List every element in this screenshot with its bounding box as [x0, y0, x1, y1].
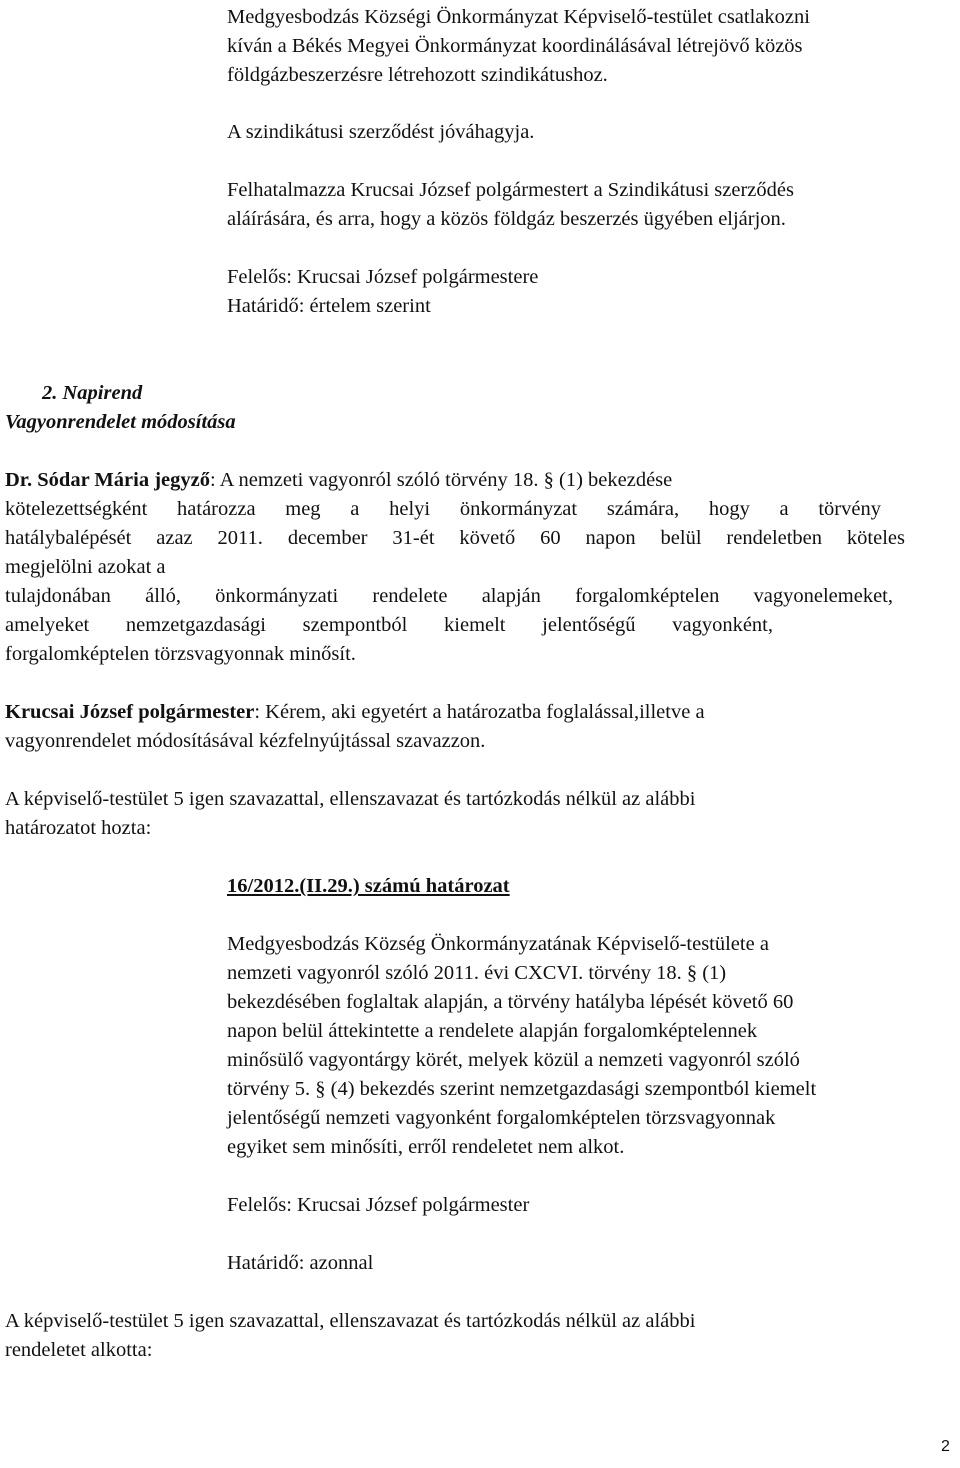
vote1-line-2: határozatot hozta:: [5, 817, 152, 839]
speech1-line-3: hatálybalépését azaz 2011. december 31-ét követő 60 napon belül rendeletben köteles: [5, 527, 905, 549]
speech1-first-line: [5, 466, 672, 495]
resolution-title: 16/2012.(II.29.) számú határozat: [227, 875, 510, 897]
resolution-line-7: jelentőségű nemzeti vagyonként forgalomképtelen törzsvagyonnak: [227, 1107, 776, 1129]
speech1-line-6: amelyeket nemzetgazdasági szempontból kiemelt jelentőségű vagyonként,: [5, 614, 773, 636]
resolution-line-2: nemzeti vagyonról szóló 2011. évi CXCVI. törvény 18. § (1): [227, 962, 727, 984]
vote2-line-1: A képviselő-testület 5 igen szavazattal, ellenszavazat és tartózkodás nélkül az alábbi: [5, 1310, 696, 1332]
resolution-line-8: egyiket sem minősíti, erről rendeletet nem alkot.: [227, 1136, 625, 1158]
deadline-1: Határidő: értelem szerint: [227, 295, 431, 317]
agenda-subtitle: Vagyonrendelet módosítása: [5, 411, 236, 433]
para3-line-2: aláírására, és arra, hogy a közös földgáz beszerzés ügyében eljárjon.: [227, 208, 786, 230]
resolution-line-6: törvény 5. § (4) bekezdés szerint nemzetgazdasági szempontból kiemelt: [227, 1078, 817, 1100]
responsible-2: Felelős: Krucsai József polgármester: [227, 1194, 530, 1216]
speaker-name: Dr. Sódar Mária jegyző: [5, 469, 210, 491]
page-number: 2: [941, 1438, 950, 1455]
resolution-line-3: bekezdésében foglaltak alapján, a törvény hatályba lépését követő 60: [227, 991, 794, 1013]
speech1-line-7: forgalomképtelen törzsvagyonnak minősít.: [5, 643, 356, 665]
vote2-line-2: rendeletet alkotta:: [5, 1339, 153, 1361]
speech2-text: : Kérem, aki egyetért a határozatba foglalással,illetve a: [254, 701, 705, 723]
deadline-2: Határidő: azonnal: [227, 1252, 374, 1274]
speech2-first-line: [5, 698, 705, 727]
speaker-name: Krucsai József polgármester: [5, 701, 255, 723]
vote1-line-1: A képviselő-testület 5 igen szavazattal, ellenszavazat és tartózkodás nélkül az alábbi: [5, 788, 696, 810]
speech1-line-4: megjelölni azokat a: [5, 556, 166, 578]
responsible-1: Felelős: Krucsai József polgármestere: [227, 266, 539, 288]
speech1-line-5: tulajdonában álló, önkormányzati rendelete alapján forgalomképtelen vagyonelemeket,: [5, 585, 893, 607]
para3-line-1: Felhatalmazza Krucsai József polgármestert a Szindikátusi szerződés: [227, 179, 794, 201]
para1-line-2: kíván a Békés Megyei Önkormányzat koordinálásával létrejövő közös: [227, 35, 803, 57]
speech1-text: : A nemzeti vagyonról szóló törvény 18. § (1) bekezdése: [209, 469, 673, 491]
speech2-line-2: vagyonrendelet módosításával kézfelnyújtással szavazzon.: [5, 730, 486, 752]
resolution-line-1: Medgyesbodzás Község Önkormányzatának Képviselő-testülete a: [227, 933, 769, 955]
para2: A szindikátusi szerződést jóváhagyja.: [227, 121, 535, 143]
speech1-line-2: kötelezettségként határozza meg a helyi önkormányzat számára, hogy a törvény: [5, 498, 881, 520]
agenda-title: 2. Napirend: [42, 382, 143, 404]
resolution-line-5: minősülő vagyontárgy körét, melyek közül a nemzeti vagyonról szóló: [227, 1049, 800, 1071]
para1-line-1: Medgyesbodzás Községi Önkormányzat Képviselő-testület csatlakozni: [227, 6, 810, 28]
resolution-line-4: napon belül áttekintette a rendelete alapján forgalomképtelennek: [227, 1020, 758, 1042]
para1-line-3: földgázbeszerzésre létrehozott szindikátushoz.: [227, 64, 608, 86]
